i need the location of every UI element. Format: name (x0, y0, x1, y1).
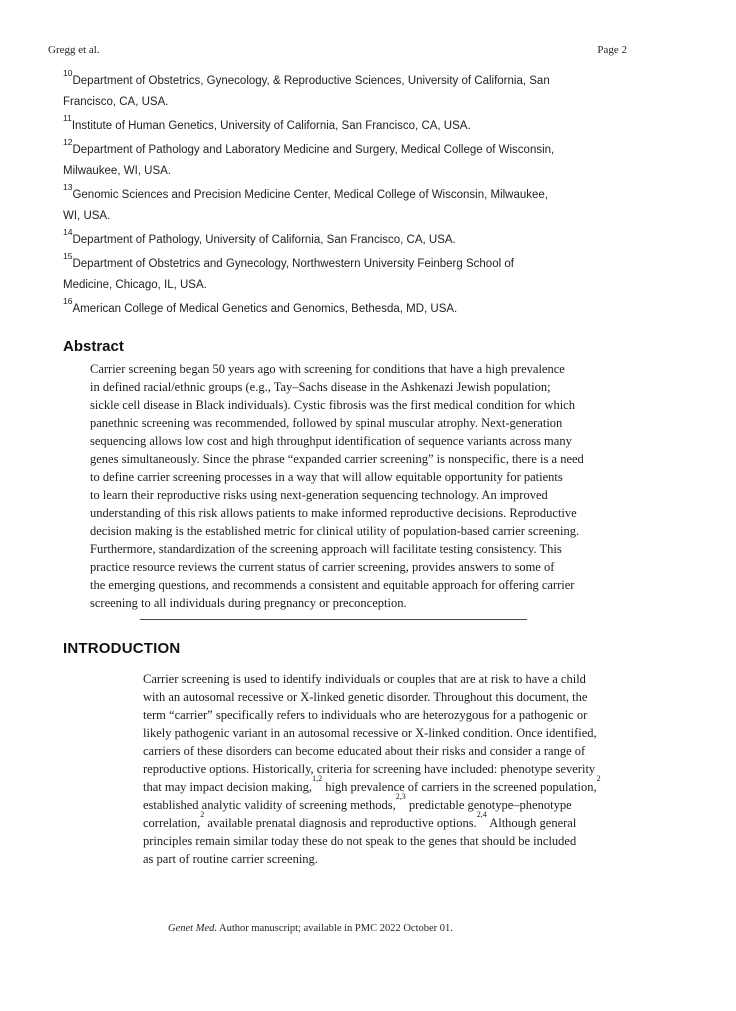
footer-citation-text: Author manuscript; available in PMC 2022 October 01. (216, 923, 453, 934)
section-divider (140, 619, 527, 620)
page-number: Page 2 (597, 44, 627, 56)
citation-superscript: 2 (596, 773, 601, 783)
footer-citation (168, 923, 453, 934)
citation-superscript: 2,3 (395, 791, 406, 801)
citation-superscript: 2,4 (476, 809, 487, 819)
introduction-heading: INTRODUCTION (63, 640, 181, 657)
journal-name: Genet Med. (168, 923, 217, 934)
affiliation-number-superscript: 14 (63, 226, 73, 237)
citation-superscript: 2 (200, 809, 205, 819)
affiliation-item: $^{13}$Genomic Sciences and Precision Medicine Center, Medical College of Wisconsin, Milwaukee, WI, USA. (63, 181, 549, 222)
affiliation-item: $^{16}$American College of Medical Genetics and Genomics, Bethesda, MD, USA. (63, 295, 458, 315)
running-header (48, 44, 627, 56)
affiliation-item: $^{12}$Department of Pathology and Laboratory Medicine and Surgery, Medical College of Wisconsin, Milwaukee, WI, USA. (63, 136, 555, 177)
abstract-heading: Abstract (63, 338, 124, 355)
affiliation-item: $^{14}$Department of Pathology, University of California, San Francisco, CA, USA. (63, 226, 456, 246)
citation-superscript: 1,2 (312, 773, 323, 783)
affiliation-item: $^{15}$Department of Obstetrics and Gynecology, Northwestern University Feinberg School of Medicine, Chicago, IL, USA. (63, 250, 514, 291)
affiliations-list (63, 67, 675, 323)
affiliation-item: $^{10}$Department of Obstetrics, Gynecology, & Reproductive Sciences, University of California, San Francisco, CA, USA. (63, 67, 550, 108)
author-running-head: Gregg et al. (48, 44, 100, 56)
affiliation-number-superscript: 11 (63, 112, 72, 123)
affiliation-number-superscript: 16 (63, 295, 73, 306)
affiliation-number-superscript: 12 (63, 136, 73, 147)
abstract-text: Carrier screening began 50 years ago with screening for conditions that have a high prevalence in defined racial/ethnic groups (e.g., Tay–Sachs disease in the Ashkenazi Jewish population; sickle cell disease in Black individuals). Cystic fibrosis was the first medical condition for which panethnic screening was recommended, followed by spinal muscular atrophy. Next-generation sequencing allows low cost and high throughput identification of sequence variants across many genes simultaneously. Since the phrase “expanded carrier screening” is nonspecific, there is a need to define carrier screening processes in a way that will allow equitable opportunity for patients to learn their reproductive risks using next-generation sequencing technology. An improved understanding of this risk allows patients to make informed reproductive decisions. Reproductive decision making is the established metric for clinical utility of population-based carrier screening. Furthermore, standardization of the screening approach will facilitate testing consistency. This practice resource reviews the current status of carrier screening, provides answers to some of the emerging questions, and recommends a consistent and equitable approach for offering carrier screening to all individuals during pregnancy or preconception. (90, 362, 584, 610)
affiliation-number-superscript: 15 (63, 250, 73, 261)
introduction-text: Carrier screening is used to identify individuals or couples that are at risk to have a child with an autosomal recessive or X-linked genetic disorder. Throughout this document, the term “carrier” specifically refers to individuals who are heterozygous for a pathogenic or likely pathogenic variant in an autosomal recessive or X-linked condition. Once identified, carriers of these disorders can become educated about their risks and consider a range of reproductive options. Historically, criteria for screening have included: phenotype severity that may impact decision making,$^{1,2}$ high prevalence of carriers in the screened population,$^2$ established analytic validity of screening methods,$^{2,3}$ predictable genotype–phenotype correlation,$^2$ available prenatal diagnosis and reproductive options.$^{2,4}$ Although general principles remain similar today these do not speak to the genes that should be included as part of routine carrier screening. (143, 672, 601, 866)
affiliation-number-superscript: 10 (63, 67, 73, 78)
affiliation-number-superscript: 13 (63, 181, 73, 192)
affiliation-item: $^{11}$Institute of Human Genetics, University of California, San Francisco, CA, USA. (63, 112, 471, 132)
